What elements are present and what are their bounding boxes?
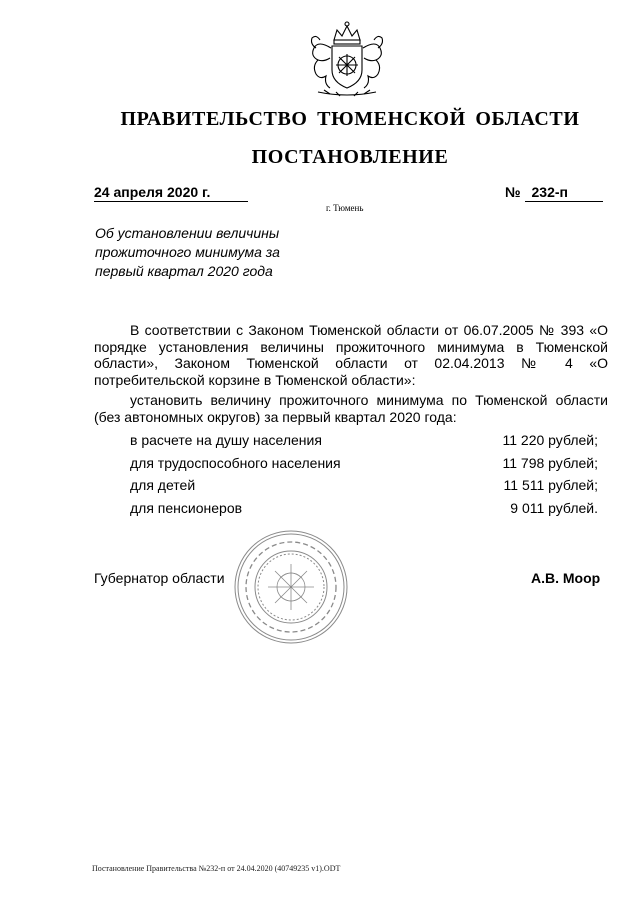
signer-position: Губернатор области <box>94 570 225 586</box>
body-paragraph-2: установить величину прожиточного минимума по Тюменской области (без автономных округов) за первый квартал 2020 года: <box>94 392 608 425</box>
document-number-block <box>505 184 603 202</box>
row-category: для детей <box>130 477 196 493</box>
signer-name: А.В. Моор <box>531 570 601 586</box>
row-amount: 11 798 рублей; <box>502 455 598 471</box>
row-amount: 11 511 рублей; <box>503 477 598 493</box>
row-category: для трудоспособного населения <box>130 455 341 471</box>
document-number: 232-п <box>525 184 603 202</box>
row-amount: 11 220 рублей; <box>502 432 598 448</box>
row-category: для пенсионеров <box>130 500 243 516</box>
document-type: ПОСТАНОВЛЕНИЕ <box>251 146 449 168</box>
document-footer: Постановление Правительства №232-п от 24.04.2020 (40749235 v1).ODT <box>92 864 341 873</box>
government-title: ПРАВИТЕЛЬСТВО ТЮМЕНСКОЙ ОБЛАСТИ <box>120 108 580 130</box>
document-city: г. Тюмень <box>326 203 364 213</box>
row-amount: 9 011 рублей. <box>510 500 598 516</box>
body-paragraph-1: В соответствии с Законом Тюменской области от 06.07.2005 № 393 «О порядке установления величины прожиточного минимума в Тюменской области», Законом Тюменской области от 02.04.2013 № 4 «О потребительской корзине в Тюменской области»: <box>94 322 608 388</box>
row-category: в расчете на душу населения <box>130 432 322 448</box>
document-subject: Об установлении величины прожиточного минимума за первый квартал 2020 года <box>95 225 280 279</box>
document-date: 24 апреля 2020 г. <box>94 184 248 202</box>
number-sign: № <box>505 184 521 200</box>
seal-icon <box>232 528 350 646</box>
coat-of-arms-icon <box>304 18 390 102</box>
